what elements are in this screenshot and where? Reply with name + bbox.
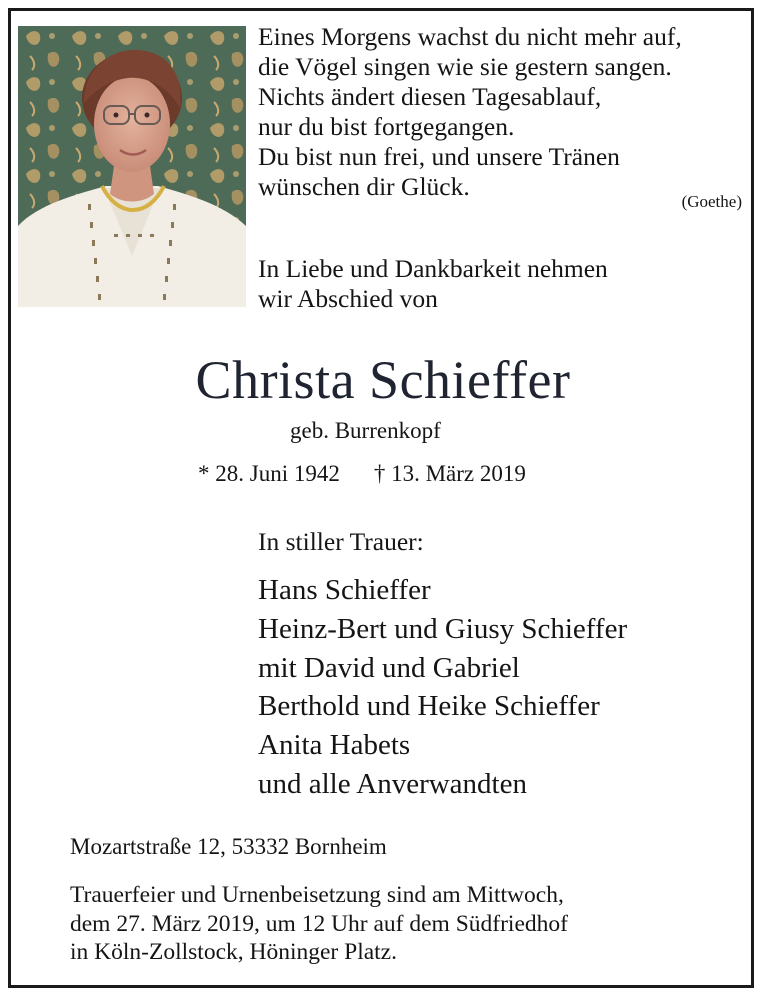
- portrait-photo: [18, 26, 246, 307]
- poem-line: Eines Morgens wachst du nicht mehr auf,: [258, 22, 682, 51]
- birth-date: * 28. Juni 1942: [198, 461, 340, 486]
- deceased-name: Christa Schieffer: [195, 350, 571, 410]
- mourning-label: In stiller Trauer:: [258, 527, 424, 556]
- service-line: Trauerfeier und Urnenbeisetzung sind am Mittwoch,: [70, 882, 564, 908]
- mourner-name: und alle Anverwandten: [258, 767, 527, 800]
- death-date: † 13. März 2019: [373, 461, 526, 486]
- portrait-photo-icon: [18, 26, 246, 307]
- poem-line: nur du bist fortgegangen.: [258, 112, 515, 141]
- poem: [258, 22, 682, 202]
- farewell-line: In Liebe und Dankbarkeit nehmen: [258, 254, 608, 283]
- mourner-name: Berthold und Heike Schieffer: [258, 690, 600, 723]
- maiden-name: geb. Burrenkopf: [290, 418, 441, 443]
- service-line: dem 27. März 2019, um 12 Uhr auf dem Südfriedhof: [70, 910, 568, 937]
- service-line: in Köln-Zollstock, Höninger Platz.: [70, 939, 397, 965]
- farewell-line: wir Abschied von: [258, 284, 438, 313]
- mourner-name: Anita Habets: [258, 729, 411, 762]
- service-details: [70, 881, 568, 967]
- mourners-list: [258, 571, 627, 804]
- poem-line: die Vögel singen wie sie gestern sangen.: [258, 52, 672, 81]
- poem-line: Du bist nun frei, und unsere Tränen: [258, 142, 620, 171]
- mourner-name: Heinz-Bert und Giusy Schieffer: [258, 612, 628, 645]
- poem-line: Nichts ändert diesen Tagesablauf,: [258, 82, 602, 111]
- life-dates: [198, 461, 526, 487]
- family-address: Mozartstraße 12, 53332 Bornheim: [70, 834, 387, 859]
- farewell-text: [258, 254, 608, 314]
- poem-attribution: (Goethe): [681, 192, 742, 211]
- poem-line: wünschen dir Glück.: [258, 172, 470, 201]
- mourner-name: mit David und Gabriel: [258, 651, 520, 684]
- mourner-name: Hans Schieffer: [258, 574, 431, 606]
